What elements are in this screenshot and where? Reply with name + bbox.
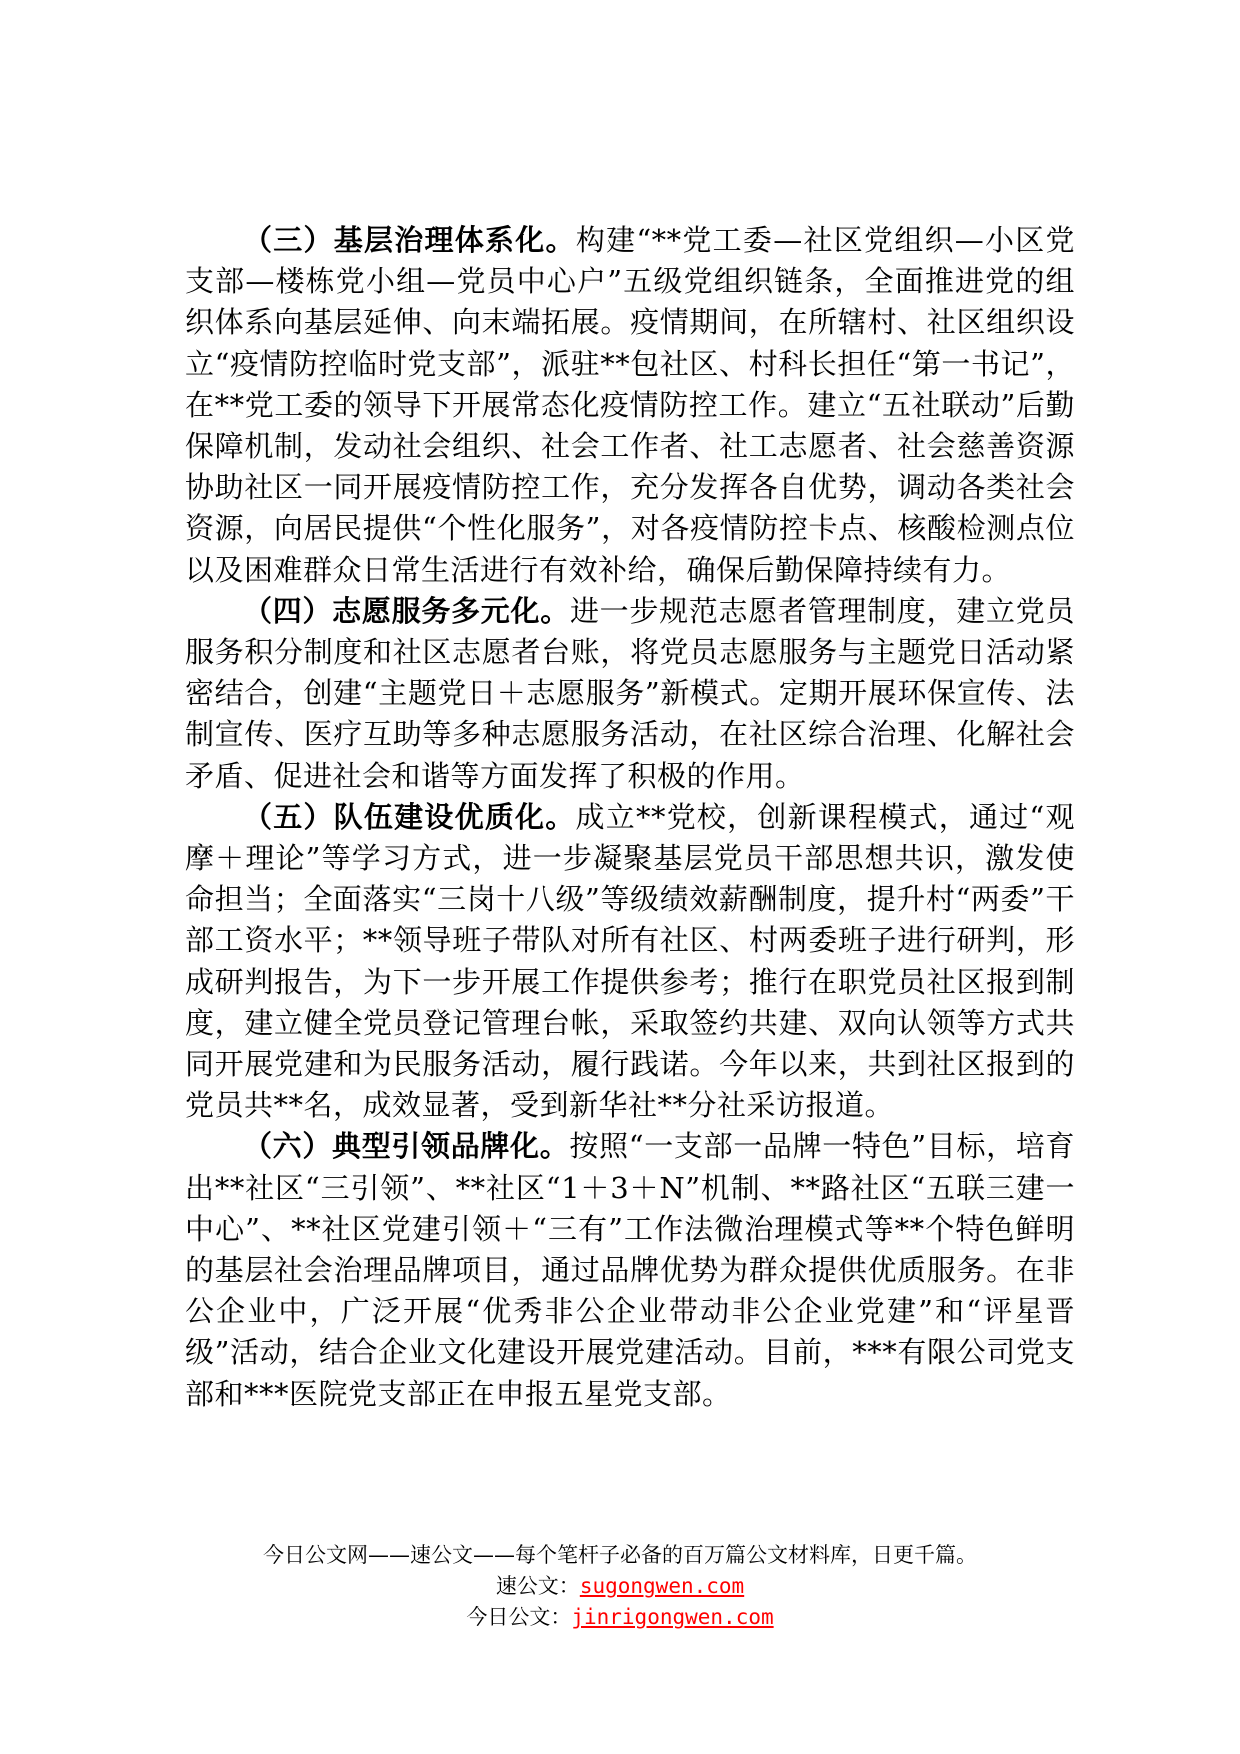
footer-jinrigongwen-label: 今日公文：	[466, 1605, 572, 1629]
paragraph-heading: （六）典型引领品牌化。	[243, 1129, 570, 1164]
paragraph-heading: （四）志愿服务多元化。	[243, 593, 570, 628]
paragraph-heading: （三）基层治理体系化。	[243, 223, 576, 257]
paragraph-volunteer-service	[185, 591, 1075, 797]
paragraph-team-building	[185, 797, 1075, 1127]
footer-sugongwen-label: 速公文：	[495, 1574, 580, 1598]
paragraph-brand-leadership	[185, 1126, 1075, 1414]
footer-jinrigongwen-line	[0, 1602, 1240, 1633]
document-body	[185, 220, 1075, 1415]
sugongwen-link[interactable]: sugongwen.com	[579, 1574, 745, 1598]
footer-sugongwen-line	[0, 1571, 1240, 1602]
paragraph-grassroots-governance	[185, 220, 1075, 591]
paragraph-text: 构建“**党工委—社区党组织—小区党支部—楼栋党小组—党员中心户”五级党组织链条，全面推进党的组织体系向基层延伸、向末端拓展。疫情期间，在所辖村、社区组织设立“疫情防控临时党支部”，派驻**包社区、村科长担任“第一书记”，在**党工委的领导下开展常态化疫情防控工作。建立“五社联动”后勤保障机制，发动社会组织、社会工作者、社工志愿者、社会慈善资源协助社区一同开展疫情防控工作，充分发挥各自优势，调动各类社会资源，向居民提供“个性化服务”，对各疫情防控卡点、核酸检测点位以及困难群众日常生活进行有效补给，确保后勤保障持续有力。	[185, 223, 1075, 587]
page-footer	[0, 1540, 1240, 1633]
paragraph-text: 成立**党校，创新课程模式，通过“观摩＋理论”等学习方式，进一步凝聚基层党员干部思想共识，激发使命担当；全面落实“三岗十八级”等级绩效薪酬制度，提升村“两委”干部工资水平；**领导班子带队对所有社区、村两委班子进行研判，形成研判报告，为下一步开展工作提供参考；推行在职党员社区报到制度，建立健全党员登记管理台帐，采取签约共建、双向认领等方式共同开展党建和为民服务活动，履行践诺。今年以来，共到社区报到的党员共**名，成效显著，受到新华社**分社采访报道。	[185, 799, 1075, 1123]
paragraph-text: 进一步规范志愿者管理制度，建立党员服务积分制度和社区志愿者台账，将党员志愿服务与主题党日活动紧密结合，创建“主题党日＋志愿服务”新模式。定期开展环保宣传、法制宣传、医疗互助等多种志愿服务活动，在社区综合治理、化解社会矛盾、促进社会和谐等方面发挥了积极的作用。	[185, 593, 1075, 793]
footer-slogan: 今日公文网——速公文——每个笔杆子必备的百万篇公文材料库，日更千篇。	[263, 1543, 977, 1567]
paragraph-text: 按照“一支部一品牌一特色”目标，培育出**社区“三引领”、**社区“1＋3＋N”机制、**路社区“五联三建一中心”、**社区党建引领＋“三有”工作法微治理模式等**个特色鲜明的基层社会治理品牌项目，通过品牌优势为群众提供优质服务。在非公企业中，广泛开展“优秀非公企业带动非公企业党建”和“评星晋级”活动，结合企业文化建设开展党建活动。目前，***有限公司党支部和***医院党支部正在申报五星党支部。	[185, 1129, 1075, 1411]
jinrigongwen-link[interactable]: jinrigongwen.com	[571, 1605, 774, 1629]
paragraph-heading: （五）队伍建设优质化。	[243, 799, 576, 834]
